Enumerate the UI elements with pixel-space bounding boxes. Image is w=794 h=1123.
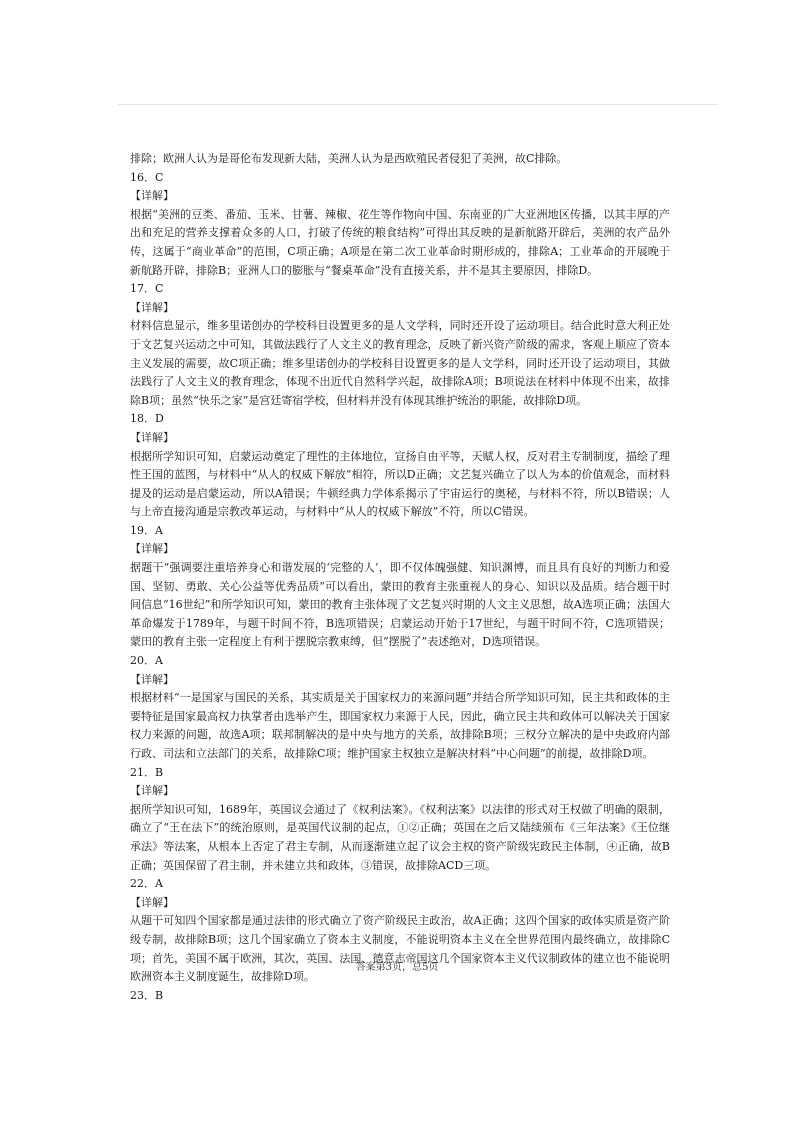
answer-content <box>130 150 670 1005</box>
answer-item-19 <box>130 522 670 652</box>
explanation-tag: 【详解】 <box>130 430 174 444</box>
answer-number: 23．B <box>130 988 164 1002</box>
header-rule <box>118 104 718 105</box>
answer-item-17 <box>130 280 670 410</box>
answer-item-18 <box>130 410 670 522</box>
answer-item-21 <box>130 764 670 876</box>
explanation-text: 据所学知识可知，1689年，英国议会通过了《权利法案》。《权利法案》以法律的形式对王权做了明确的限制，确立了“王在法下”的统治原则，是英国代议制的起点，①②正确；英国在之后又陆续颁布《三年法案》《王位继承法》等法案，从根本上否定了君主专制，从而逐渐建立起了议会主权的资产阶级宪政民主体制，④正确，故B正确；英国保留了君主制，并未建立共和政体，③错误，故排除ACD三项。 <box>130 802 670 872</box>
explanation-text: 根据所学知识可知，启蒙运动奠定了理性的主体地位，宣扬自由平等，天赋人权，反对君主专制制度，描绘了理性王国的蓝图，与材料中“从人的权威下解放”相符，所以D正确；文艺复兴确立了以人为本的价值观念，而材料提及的运动是启蒙运动，所以A错误；牛顿经典力学体系揭示了宇宙运行的奥秘，与材料不符，所以B错误；人与上帝直接沟通是宗教改革运动，与材料中“从人的权威下解放”不符，所以C错误。 <box>130 449 670 519</box>
answer-number: 19．A <box>130 523 163 537</box>
explanation-text: 据题干“强调要注重培养身心和谐发展的‘完整的人’，即不仅体魄强健、知识渊博，而且具有良好的判断力和爱国、坚韧、勇敢、关心公益等优秀品质”可以看出，蒙田的教育主张重视人的身心、知识以及品质。结合题干时间信息“16世纪”和所学知识可知，蒙田的教育主张体现了文艺复兴时期的人文主义思想，故A选项正确；法国大革命爆发于1789年，与题干时间不符，B选项错误；启蒙运动开始于17世纪，与题干时间不符，C选项错误；蒙田的教育主张一定程度上有利于摆脱宗教束缚，但“摆脱了”表述绝对，D选项错误。 <box>130 561 670 649</box>
answer-item-23 <box>130 987 670 1006</box>
explanation-tag: 【详解】 <box>130 895 174 909</box>
explanation-text: 根据材料“一是国家与国民的关系，其实质是关于国家权力的来源问题”并结合所学知识可知，民主共和政体的主要特征是国家最高权力执掌者由选举产生，即国家权力来源于人民，因此，确立民主共和政体可以解决关于国家权力来源的问题，故选A项；联邦制解决的是中央与地方的关系，故排除B项；三权分立解决的是中央政府内部行政、司法和立法部门的关系，故排除C项；维护国家主权独立是解决材料“中心问题”的前提，故排除D项。 <box>130 691 670 760</box>
answer-number: 20．A <box>130 654 163 668</box>
explanation-tag: 【详解】 <box>130 672 174 686</box>
answer-item-20 <box>130 652 670 764</box>
answer-number: 18．D <box>130 412 164 426</box>
explanation-text: 材料信息显示，维多里诺创办的学校科目设置更多的是人文学科，同时还开设了运动项目。结合此时意大利正处于文艺复兴运动之中可知，其做法践行了人文主义的教育理念，反映了新兴资产阶级的需求，客观上顺应了资本主义发展的需要，故C项正确；维多里诺创办的学校科目设置更多的是人文学科，同时还开设了运动项目，其做法践行了人文主义的教育理念，体现不出近代自然科学兴起，故排除A项；B项说法在材料中体现不出来，故排除B项；虽然“快乐之家”是宫廷寄宿学校，但材料并没有体现其维护统治的职能，故排除D项。 <box>130 319 670 407</box>
page-footer: 答案第3页，总5页 <box>355 962 439 973</box>
answer-number: 17．C <box>130 282 164 296</box>
answer-number: 16．C <box>130 170 164 184</box>
answer-item-16 <box>130 169 670 281</box>
explanation-tag: 【详解】 <box>130 300 174 314</box>
explanation-text: 从题干可知四个国家都是通过法律的形式确立了资产阶级民主政治，故A正确；这四个国家的政体实质是资产阶级专制，故排除B项；这几个国家确立了资本主义制度，不能说明资本主义在全世界范围内最终确立，故排除C项；首先，美国不属于欧洲，其次，英国、法国、德意志帝国这几个国家资本主义代议制政体的建立也不能说明欧洲资本主义制度诞生，故排除D项。 <box>130 914 670 984</box>
explanation-tag: 【详解】 <box>130 784 174 798</box>
answer-number: 22．A <box>130 877 163 891</box>
explanation-tag: 【详解】 <box>130 189 174 203</box>
explanation-text: 根据“美洲的豆类、番茄、玉米、甘薯、辣椒、花生等作物向中国、东南亚的广大亚洲地区传播，以其丰厚的产出和充足的营养支撑着众多的人口，打破了传统的粮食结构”可得出其反映的是新航路开辟后，美洲的农产品外传，这属于“商业革命”的范围，C项正确；A项是在第二次工业革命时期形成的，排除A；工业革命的开展晚于新航路开辟，排除B；亚洲人口的膨胀与“餐桌革命”没有直接关系，并不是其主要原因，排除D。 <box>130 207 670 277</box>
answer-number: 21．B <box>130 765 164 779</box>
explanation-tag: 【详解】 <box>130 542 174 556</box>
intro-paragraph: 排除；欧洲人认为是哥伦布发现新大陆，美洲人认为是西欧殖民者侵犯了美洲，故C排除。 <box>130 152 568 165</box>
